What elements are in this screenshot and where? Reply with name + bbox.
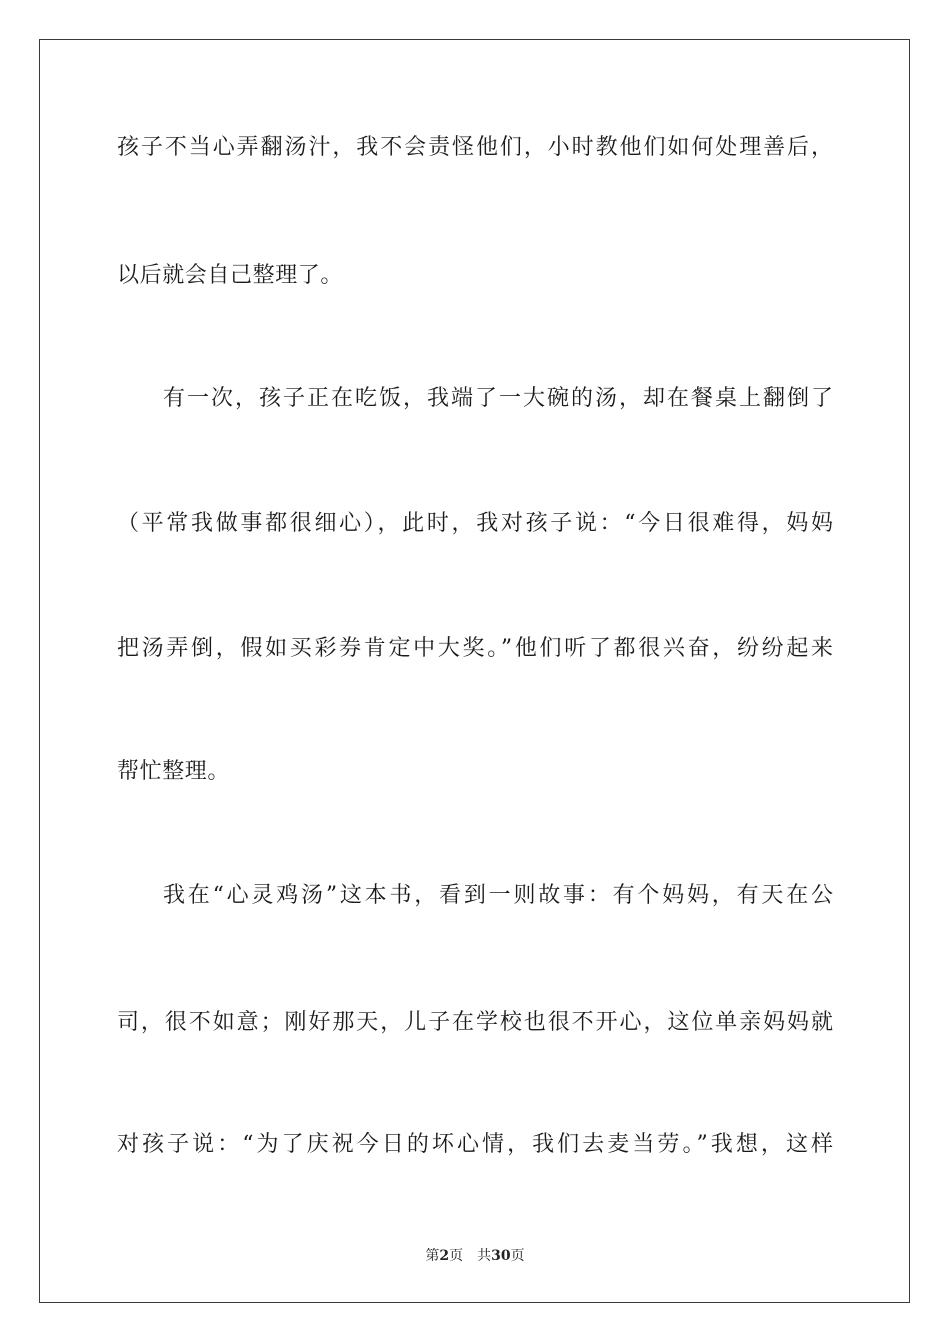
- current-page-number: 2: [439, 1248, 450, 1264]
- total-page-count: 30: [491, 1248, 511, 1264]
- text-line: 孩子不当心弄翻汤汁，我不会责怪他们，小时教他们如何处理善后，: [117, 135, 833, 160]
- footer-prefix: 第: [425, 1248, 440, 1264]
- paragraph-first-line: 我在“心灵鸡汤”这本书，看到一则故事：有个妈妈，有天在公: [163, 883, 833, 908]
- text-line: 帮忙整理。: [117, 759, 231, 784]
- text-line: 对孩子说：“为了庆祝今日的坏心情，我们去麦当劳。”我想，这样: [117, 1132, 833, 1157]
- page-footer: [0, 1246, 950, 1266]
- text-line: （平常我做事都很细心），此时，我对孩子说：“今日很难得，妈妈: [117, 511, 833, 536]
- paragraph-first-line: 有一次，孩子正在吃饭，我端了一大碗的汤，却在餐桌上翻倒了: [163, 386, 833, 411]
- text-line: 以后就会自己整理了。: [117, 263, 344, 288]
- footer-page-suffix: 页: [449, 1248, 464, 1264]
- text-line: 司，很不如意；刚好那天，儿子在学校也很不开心，这位单亲妈妈就: [117, 1010, 833, 1035]
- page-border: [39, 39, 910, 1303]
- footer-total-prefix: 共: [477, 1248, 492, 1264]
- footer-total-suffix: 页: [510, 1248, 525, 1264]
- text-line: 把汤弄倒，假如买彩券肯定中大奖。”他们听了都很兴奋，纷纷起来: [117, 636, 833, 661]
